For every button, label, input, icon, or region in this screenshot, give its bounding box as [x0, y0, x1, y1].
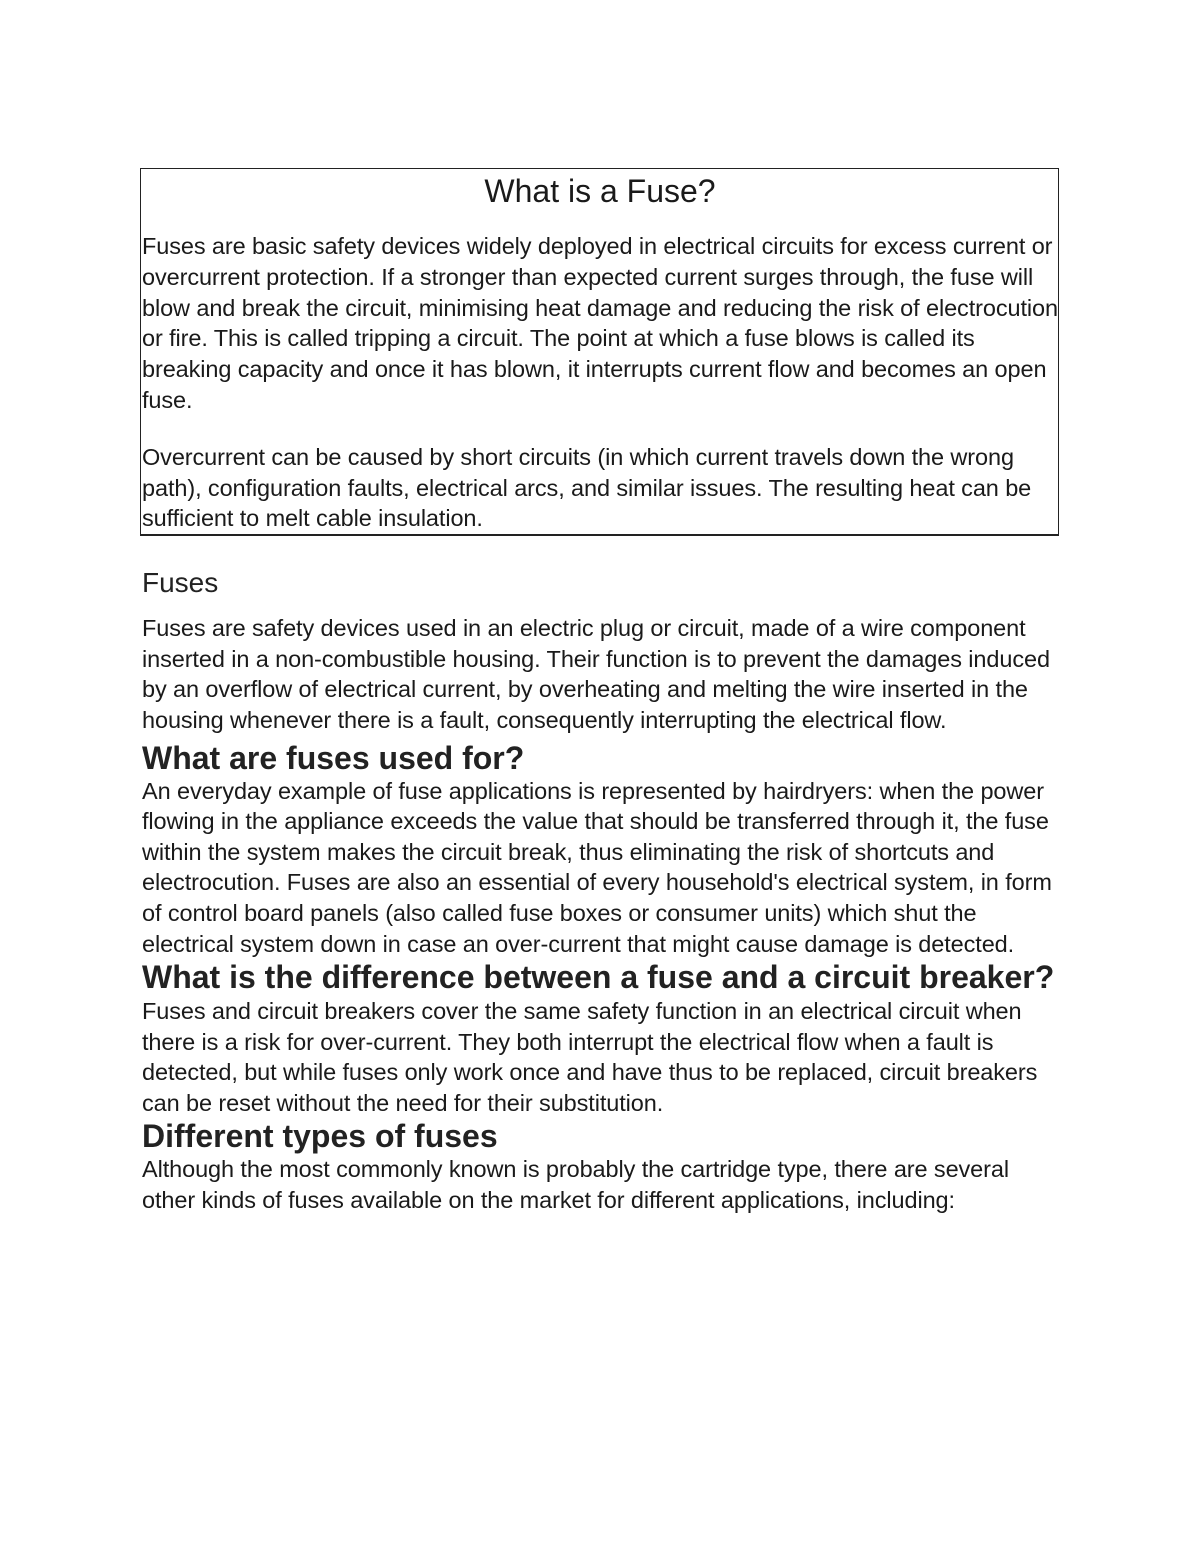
- difference-paragraph: Fuses and circuit breakers cover the same safety function in an electrical circuit when there is a risk for over-current. They both interrupt the electrical flow when a fault is detected, but while fuses only work once and have thus to be replaced, circuit breakers can be reset without the need for their substitution.: [142, 998, 1038, 1116]
- types-heading: Different types of fuses: [142, 1118, 498, 1155]
- box-title: What is a Fuse?: [484, 173, 716, 209]
- box-paragraph-1: Fuses are basic safety devices widely deployed in electrical circuits for excess current or overcurrent protection. If a stronger than expected current surges through, the fuse will blow and break the circuit, minimising heat damage and reducing the risk of electrocution or fire. This is called tripping a circuit. The point at which a fuse blows is called its breaking capacity and once it has blown, it interrupts current flow and becomes an open fuse.: [142, 233, 1058, 413]
- difference-heading: What is the difference between a fuse and a circuit breaker?: [142, 959, 1055, 996]
- types-paragraph: Although the most commonly known is probably the cartridge type, there are several other kinds of fuses available on the market for different applications, including:: [142, 1156, 1009, 1214]
- fuse-definition-box: [140, 168, 1059, 536]
- fuses-section-title: Fuses: [142, 567, 219, 599]
- used-for-paragraph: An everyday example of fuse applications is represented by hairdryers: when the power flowing in the appliance exceeds the value that should be transferred through it, the fuse within the system makes the circuit break, thus eliminating the risk of shortcuts and electrocution. Fuses are also an essential of every household's electrical system, in form of control board panels (also called fuse boxes or consumer units) which shut the electrical system down in case an over-current that might cause damage is detected.: [142, 777, 1052, 957]
- document-page: [142, 168, 1060, 1216]
- used-for-heading: What are fuses used for?: [142, 739, 525, 776]
- fuses-section-paragraph: Fuses are safety devices used in an electric plug or circuit, made of a wire component inserted in a non-combustible housing. Their function is to prevent the damages induced by an overflow of electrical current, by overheating and melting the wire inserted in the housing whenever there is a fault, consequently interrupting the electrical flow.: [142, 615, 1050, 733]
- box-paragraph-2: Overcurrent can be caused by short circuits (in which current travels down the wrong path), configuration faults, electrical arcs, and similar issues. The resulting heat can be sufficient to melt cable insulation.: [142, 443, 1032, 532]
